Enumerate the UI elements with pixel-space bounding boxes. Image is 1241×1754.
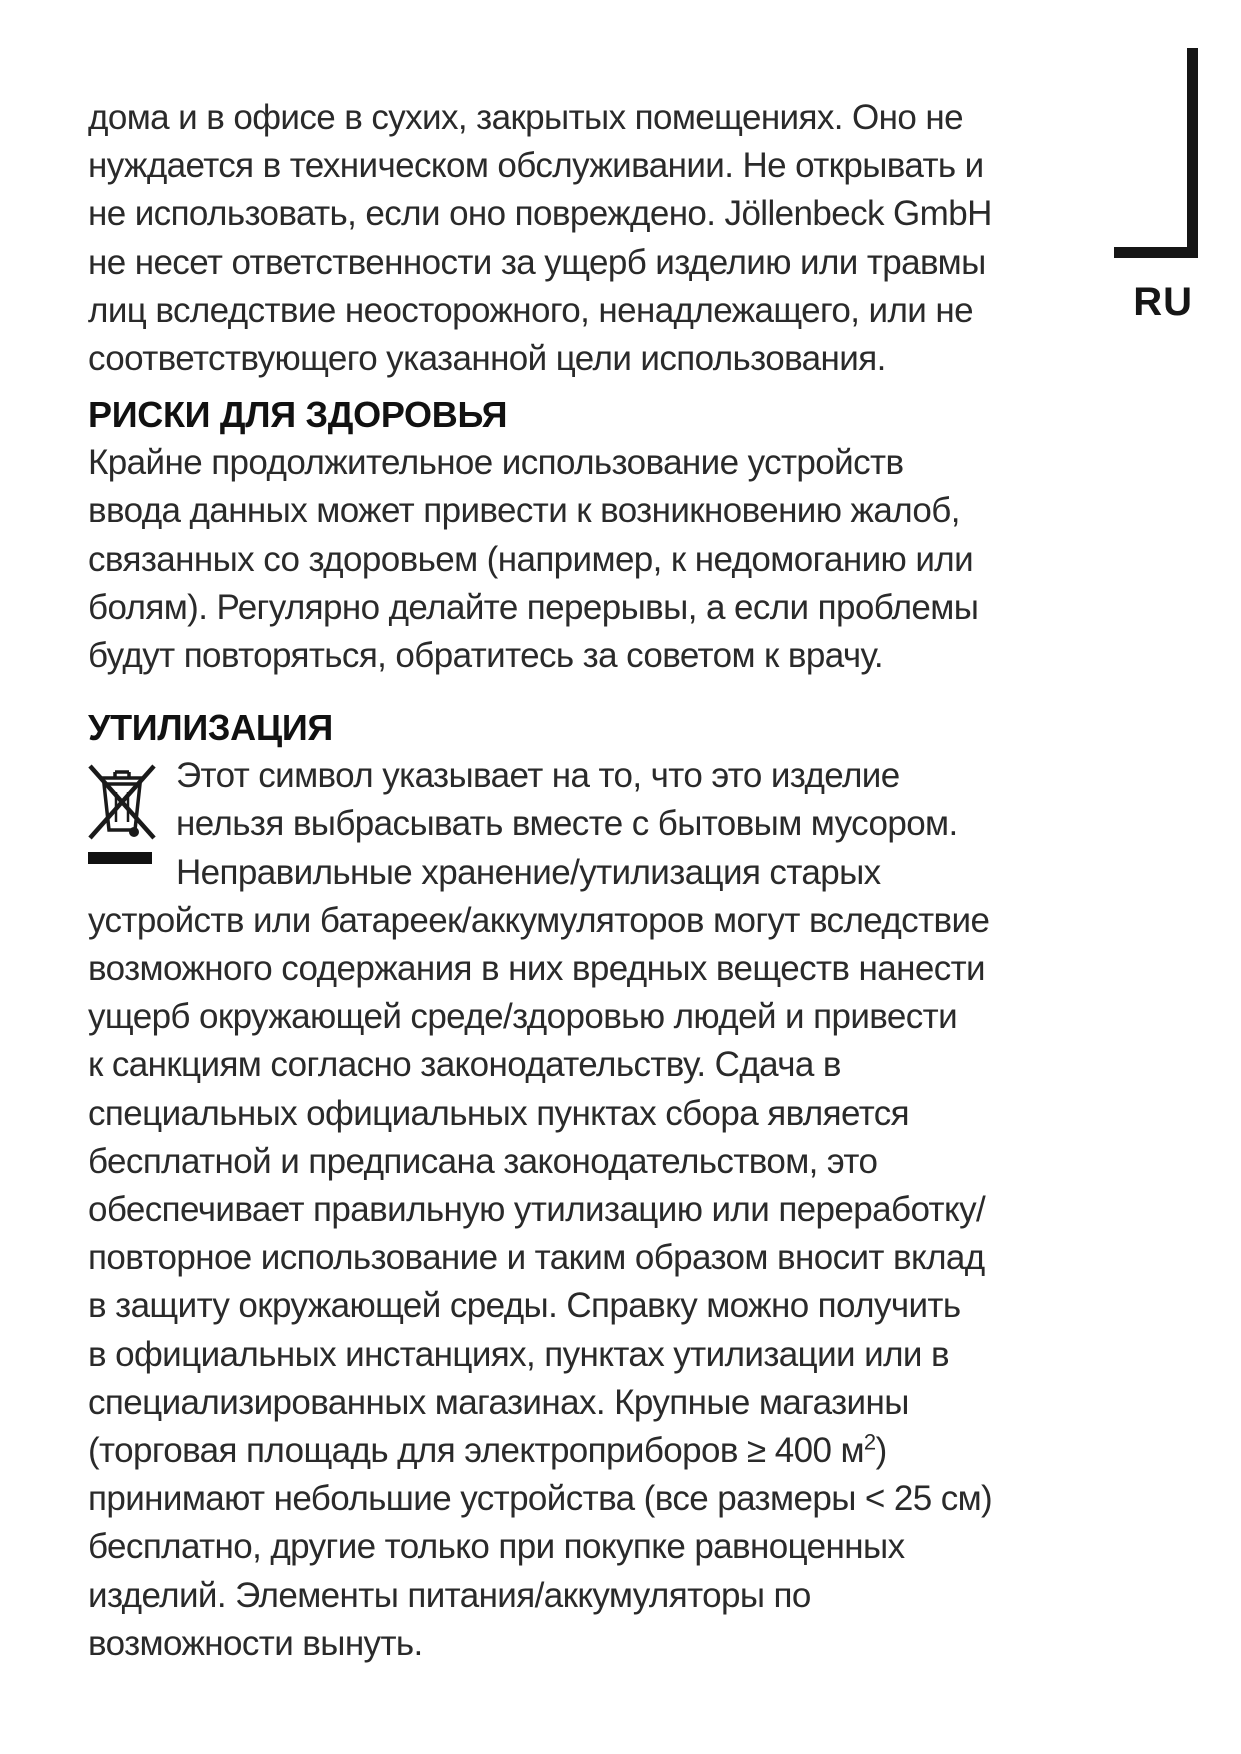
text-line: в официальных инстанциях, пунктах утилизации или в <box>88 1334 949 1374</box>
text-line: специализированных магазинах. Крупные магазины <box>88 1382 909 1422</box>
text-line: возможности вынуть. <box>88 1623 423 1663</box>
text-line: принимают небольшие устройства (все размеры < 25 см) <box>88 1479 993 1519</box>
disposal-section <box>88 704 1068 1668</box>
intro-paragraph <box>88 94 1068 383</box>
text-line: к санкциям согласно законодательству. Сдача в <box>88 1045 841 1085</box>
text-line: устройств или батареек/аккумуляторов могут вследствие <box>88 900 990 940</box>
page-corner-mark <box>1114 48 1198 258</box>
crossed-out-wheelie-bin-icon <box>84 758 160 868</box>
area-text: (торговая площадь для электроприборов ≥ 400 м <box>88 1431 864 1471</box>
text-line: дома и в офисе в сухих, закрытых помещениях. Оно не <box>88 98 963 137</box>
text-line: бесплатной и предписана законодательством, это <box>88 1141 878 1181</box>
text-line: нуждается в техническом обслуживании. Не открывать и <box>88 146 984 186</box>
text-line: повторное использование и таким образом вносит вклад <box>88 1238 985 1278</box>
superscript-exponent: 2 <box>863 1429 876 1455</box>
text-line: в защиту окружающей среды. Справку можно получить <box>88 1286 961 1326</box>
page-content <box>88 94 1068 1668</box>
weee-notice <box>88 752 1068 897</box>
text-line: лиц вследствие неосторожного, ненадлежащего, или не <box>88 290 973 330</box>
text-line: ввода данных может привести к возникновению жалоб, <box>88 491 960 531</box>
text-line: будут повторяться, обратитесь за советом к врачу. <box>88 636 883 676</box>
section-heading-disposal: УТИЛИЗАЦИЯ <box>88 707 333 749</box>
language-tab-label: RU <box>1133 280 1193 324</box>
text-line: не несет ответственности за ущерб изделию или травмы <box>88 242 986 282</box>
text-line: ущерб окружающей среде/здоровью людей и привести <box>88 997 958 1037</box>
text-line: Неправильные хранение/утилизация старых <box>176 852 881 892</box>
text-line: Крайне продолжительное использование устройств <box>88 443 904 483</box>
text-line-area <box>88 1427 1068 1475</box>
text-line: возможного содержания в них вредных веществ нанести <box>88 949 985 989</box>
text-line: связанных со здоровьем (например, к недомоганию или <box>88 539 974 579</box>
text-line: специальных официальных пунктах сбора является <box>88 1093 909 1133</box>
section-heading-health: РИСКИ ДЛЯ ЗДОРОВЬЯ <box>88 394 508 436</box>
text-line: изделий. Элементы питания/аккумуляторы по <box>88 1575 811 1615</box>
area-text-close: ) <box>875 1431 887 1471</box>
health-risks-section <box>88 391 1068 680</box>
text-line: бесплатно, другие только при покупке равноценных <box>88 1527 905 1567</box>
text-line: Этот символ указывает на то, что это изделие <box>176 756 900 796</box>
text-line: болям). Регулярно делайте перерывы, а если проблемы <box>88 587 979 627</box>
text-line: обеспечивает правильную утилизацию или переработку/ <box>88 1190 986 1230</box>
text-line: соответствующего указанной цели использования. <box>88 339 886 379</box>
text-line: не использовать, если оно повреждено. Jöllenbeck GmbH <box>88 194 992 234</box>
text-line: нельзя выбрасывать вместе с бытовым мусором. <box>176 804 958 844</box>
